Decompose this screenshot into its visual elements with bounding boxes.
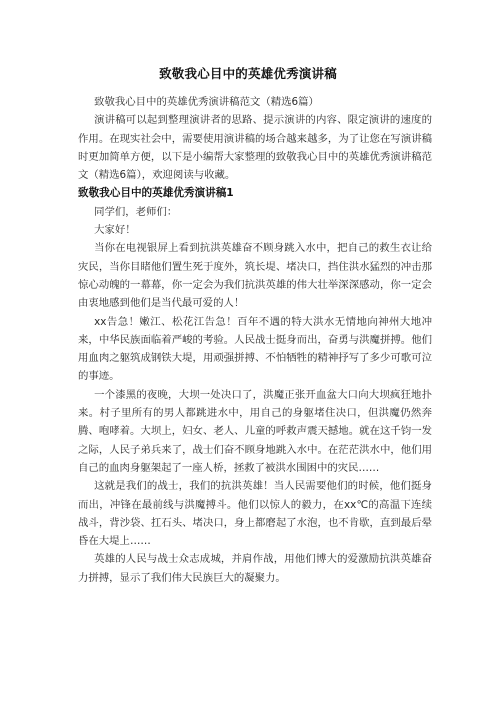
intro-line: 致敬我心目中的英雄优秀演讲稿范文（精选6篇） <box>94 96 319 108</box>
body-paragraph: 当你在电视银屏上看到抗洪英雄奋不顾身跳入水中，把自己的救生衣让给灾民，当你目睹他们置生死于度外，筑长堤、堵决口，挡住洪水猛烈的冲击那惊心动魄的一幕幕，你一定会为我们抗洪英雄的伟大壮举深深感动，你一定会由衷地感到他们是当代最可爱的人！ <box>78 242 432 310</box>
document-title: 致敬我心目中的英雄优秀演讲稿 <box>159 66 337 81</box>
body-paragraph: 这就是我们的战士，我们的抗洪英雄！当人民需要他们的时候，他们挺身而出，冲锋在最前线与洪魔搏斗。他们以惊人的毅力，在xx℃的高温下连续战斗，背沙袋、扛石头、堵决口，身上都磨起了水泡，也不肯歇，直到最后晕昏在大堤上…… <box>78 480 432 548</box>
greeting-line: 大家好！ <box>94 224 136 237</box>
greeting-line: 同学们，老师们： <box>94 205 178 218</box>
intro-paragraph: 演讲稿可以起到整理演讲者的思路、提示演讲的内容、限定演讲的速度的作用。在现实社会中，需要使用演讲稿的场合越来越多，为了让您在写演讲稿时更加简单方便，以下是小编帮大家整理的致敬我心目中的英雄优秀演讲稿范文（精选6篇），欢迎阅读与收藏。 <box>78 114 432 182</box>
section-heading: 致敬我心目中的英雄优秀演讲稿1 <box>78 187 234 200</box>
body-paragraph: 一个漆黑的夜晚，大坝一处决口了，洪魔正张开血盆大口向大坝疯狂地扑来。村子里所有的男人都跳进水中，用自己的身躯堵住决口，但洪魔仍然奔腾、咆哮着。大坝上，妇女、老人、儿童的呼救声震天撼地。就在这千钧一发之际，人民子弟兵来了，战士们奋不顾身地跳入水中。在茫茫洪水中，他们用自己的血肉身躯架起了一座人桥，拯救了被洪水围困中的灾民…… <box>78 388 432 474</box>
body-paragraph: xx告急！嫩江、松花江告急！百年不遇的特大洪水无情地向神州大地冲来，中华民族面临着严峻的考验。人民战士挺身而出，奋勇与洪魔拼搏。他们用血肉之躯筑成钢铁大堤，用顽强拼搏、不怕牺牲的精神抒写了多少可歌可泣的事迹。 <box>78 315 432 383</box>
body-paragraph: 英雄的人民与战士众志成城，并肩作战，用他们博大的爱激励抗洪英雄奋力拼搏，显示了我们伟大民族巨大的凝聚力。 <box>78 553 432 584</box>
document-body <box>78 93 432 587</box>
